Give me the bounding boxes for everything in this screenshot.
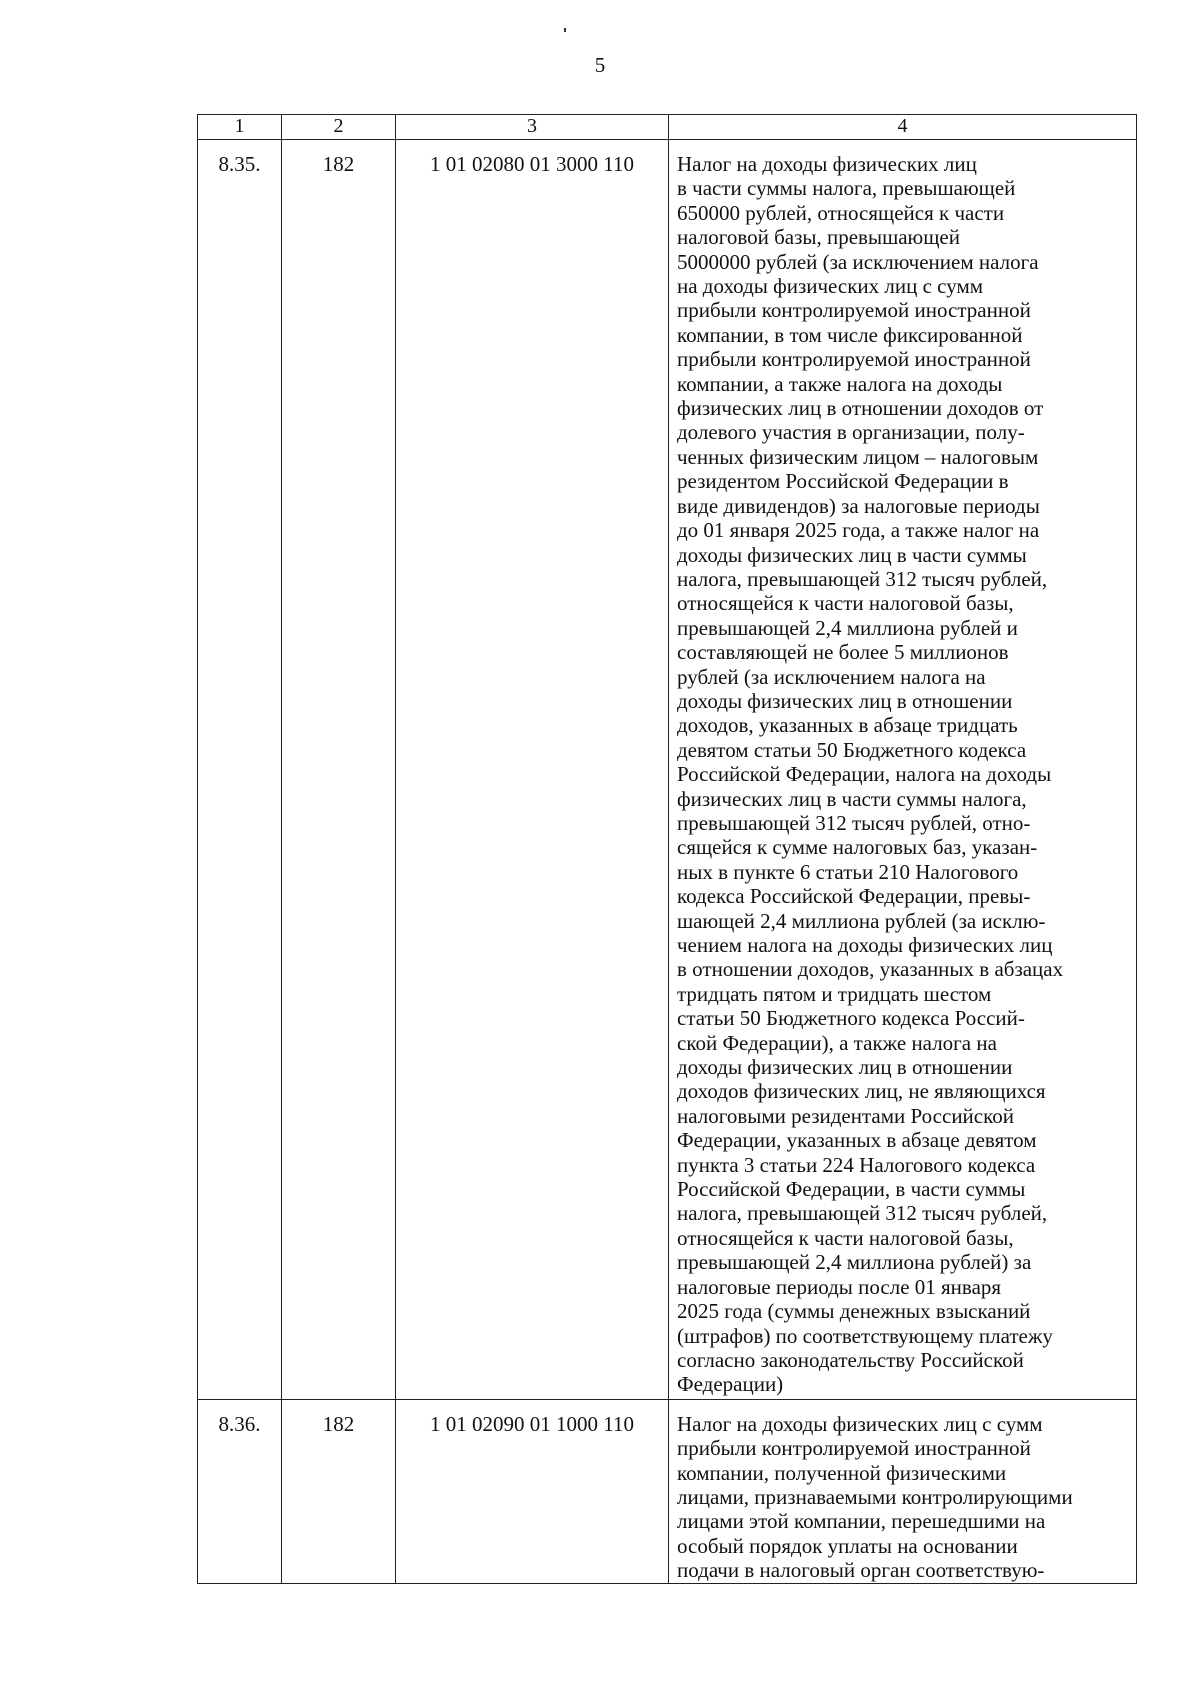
table-row <box>198 1399 1137 1583</box>
column-header-4: 4 <box>669 115 1137 140</box>
column-header-1: 1 <box>198 115 282 140</box>
admin-code: 182 <box>282 140 396 1400</box>
row-index: 8.35. <box>198 140 282 1400</box>
column-header-3: 3 <box>396 115 669 140</box>
budget-classification-table <box>197 114 1137 1584</box>
admin-code: 182 <box>282 1399 396 1583</box>
income-description: Налог на доходы физических лиц в части суммы налога, превышающей 650000 рублей, относящейся к части налоговой базы, превышающей 5000000 рублей (за исключением налога на доходы физических лиц с сумм прибыли контролируемой иностранной компании, в том числе фиксированной прибыли контролируемой иностранной компании, а также налога на доходы физических лиц в отношении доходов от долевого участия в организации, полу- ченных физическим лицом – налоговым резидентом Российской Федерации в виде дивидендов) за налоговые периоды до 01 января 2025 года, а также налог на доходы физических лиц в части суммы налога, превышающей 312 тысяч рублей, относящейся к части налоговой базы, превышающей 2,4 миллиона рублей и составляющей не более 5 миллионов рублей (за исключением налога на доходы физических лиц в отношении доходов, указанных в абзаце тридцать девятом статьи 50 Бюджетного кодекса Российской Федерации, налога на доходы физических лиц в части суммы налога, превышающей 312 тысяч рублей, отно- сящейся к сумме налоговых баз, указан- ных в пункте 6 статьи 210 Налогового кодекса Российской Федерации, превы- шающей 2,4 миллиона рублей (за исклю- чением налога на доходы физических лиц в отношении доходов, указанных в абзацах тридцать пятом и тридцать шестом статьи 50 Бюджетного кодекса Россий- ской Федерации), а также налога на доходы физических лиц в отношении доходов физических лиц, не являющихся налоговыми резидентами Российской Федерации, указанных в абзаце девятом пункта 3 статьи 224 Налогового кодекса Российской Федерации, в части суммы налога, превышающей 312 тысяч рублей, относящейся к части налоговой базы, превышающей 2,4 миллиона рублей) за налоговые периоды после 01 января 2025 года (суммы денежных взысканий (штрафов) по соответствующему платежу согласно законодательству Российской Федерации) <box>669 140 1137 1400</box>
scan-artifact-mark <box>564 28 566 32</box>
page-number: 5 <box>594 53 606 77</box>
table-header-row <box>198 115 1137 140</box>
kbk-code: 1 01 02090 01 1000 110 <box>396 1399 669 1583</box>
column-header-2: 2 <box>282 115 396 140</box>
table-row <box>198 140 1137 1400</box>
kbk-code: 1 01 02080 01 3000 110 <box>396 140 669 1400</box>
income-description: Налог на доходы физических лиц с сумм прибыли контролируемой иностранной компании, полученной физическими лицами, признаваемыми контролирующими лицами этой компании, перешедшими на особый порядок уплаты на основании подачи в налоговый орган соответствую- <box>669 1399 1137 1583</box>
row-index: 8.36. <box>198 1399 282 1583</box>
